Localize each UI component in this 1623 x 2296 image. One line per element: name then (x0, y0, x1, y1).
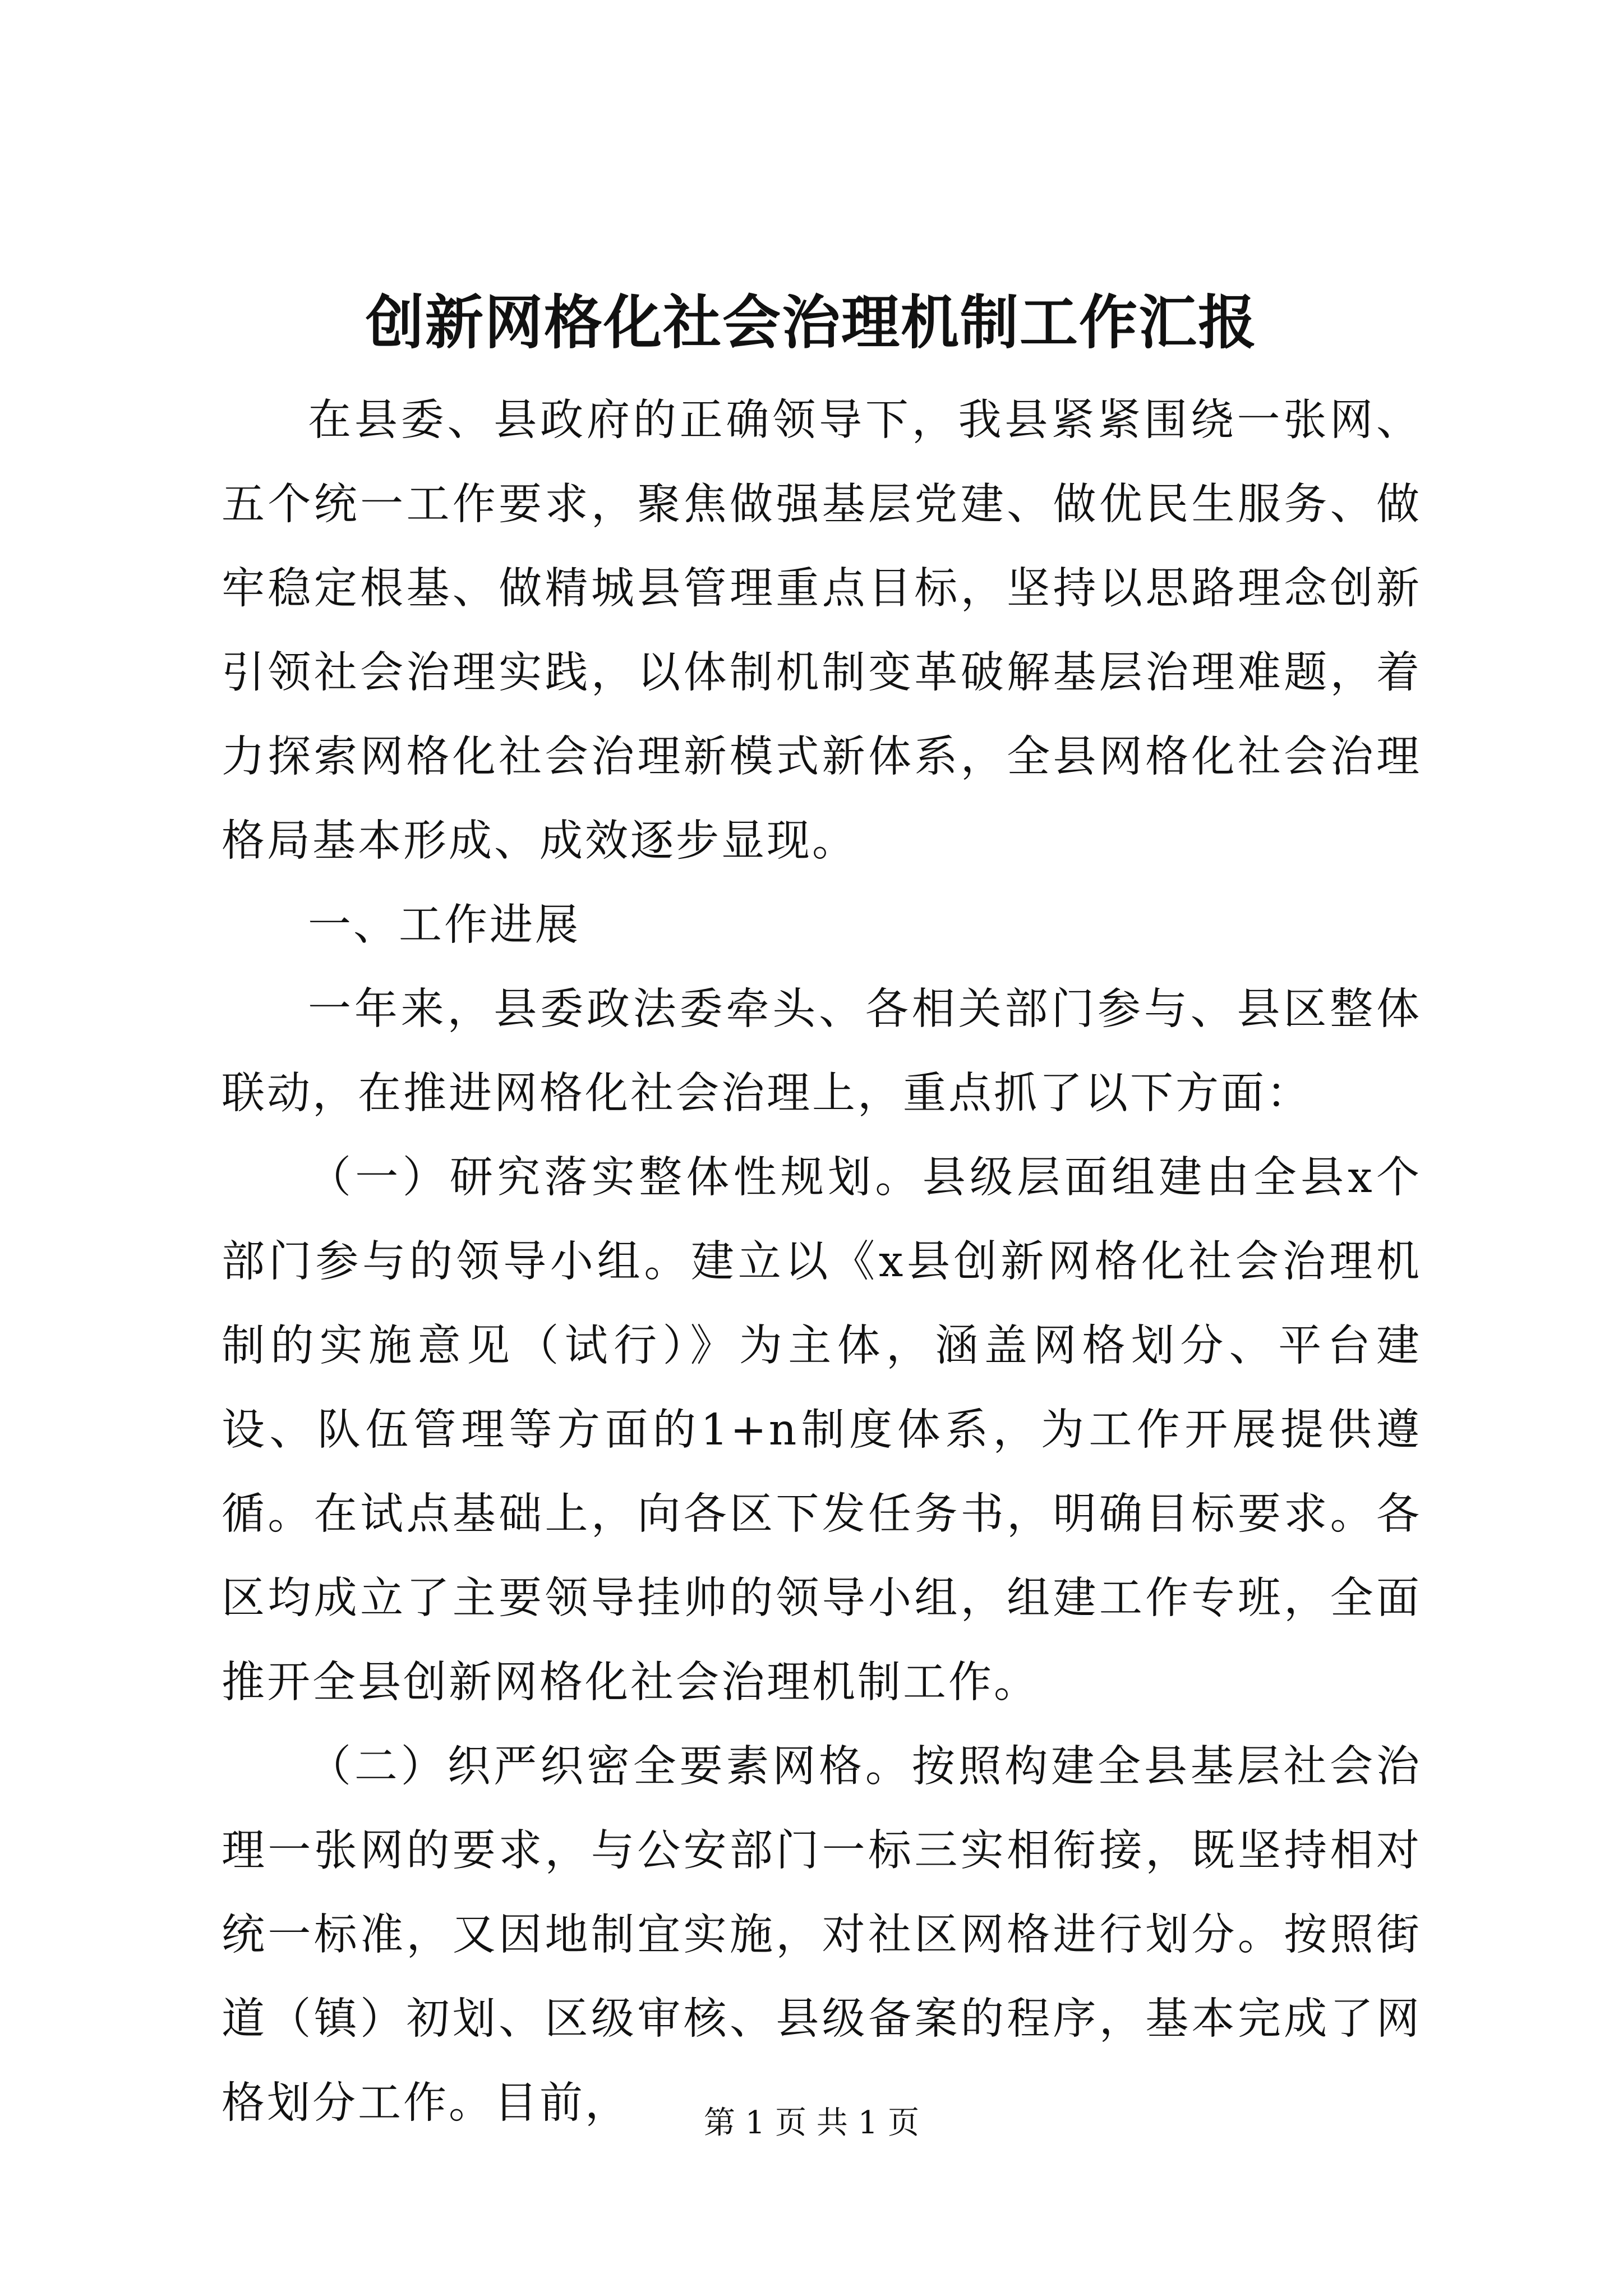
paragraph-overview: 一年来，县委政法委牵头、各相关部门参与、县区整体联动，在推进网格化社会治理上，重点抓了以下方面： (222, 984, 1422, 1119)
document-title: 创新网格化社会治理机制工作汇报 (365, 288, 1257, 357)
page-number: 第 1 页 共 1 页 (703, 2105, 920, 2141)
section-heading-progress: 一、工作进展 (308, 900, 580, 950)
paragraph-item-2: （二）织严织密全要素网格。按照构建全县基层社会治理一张网的要求，与公安部门一标三实相衔接，既坚持相对统一标准，又因地制宜实施，对社区网格进行划分。按照街道（镇）初划、区级审核、县级备案的程序，基本完成了网格划分工作。目前， (222, 1742, 1422, 2128)
paragraph-intro: 在县委、县政府的正确领导下，我县紧紧围绕一张网、五个统一工作要求，聚焦做强基层党建、做优民生服务、做牢稳定根基、做精城县管理重点目标，坚持以思路理念创新引领社会治理实践，以体制机制变革破解基层治理难题，着力探索网格化社会治理新模式新体系，全县网格化社会治理格局基本形成、成效逐步显现。 (222, 395, 1422, 866)
paragraph-item-1: （一）研究落实整体性规划。县级层面组建由全县x个部门参与的领导小组。建立以《x县创新网格化社会治理机制的实施意见（试行）》为主体，涵盖网格划分、平台建设、队伍管理等方面的1+n制度体系，为工作开展提供遵循。在试点基础上，向各区下发任务书，明确目标要求。各区均成立了主要领导挂帅的领导小组，组建工作专班，全面推开全县创新网格化社会治理机制工作。 (222, 1153, 1422, 1708)
document-body (222, 379, 1422, 2146)
